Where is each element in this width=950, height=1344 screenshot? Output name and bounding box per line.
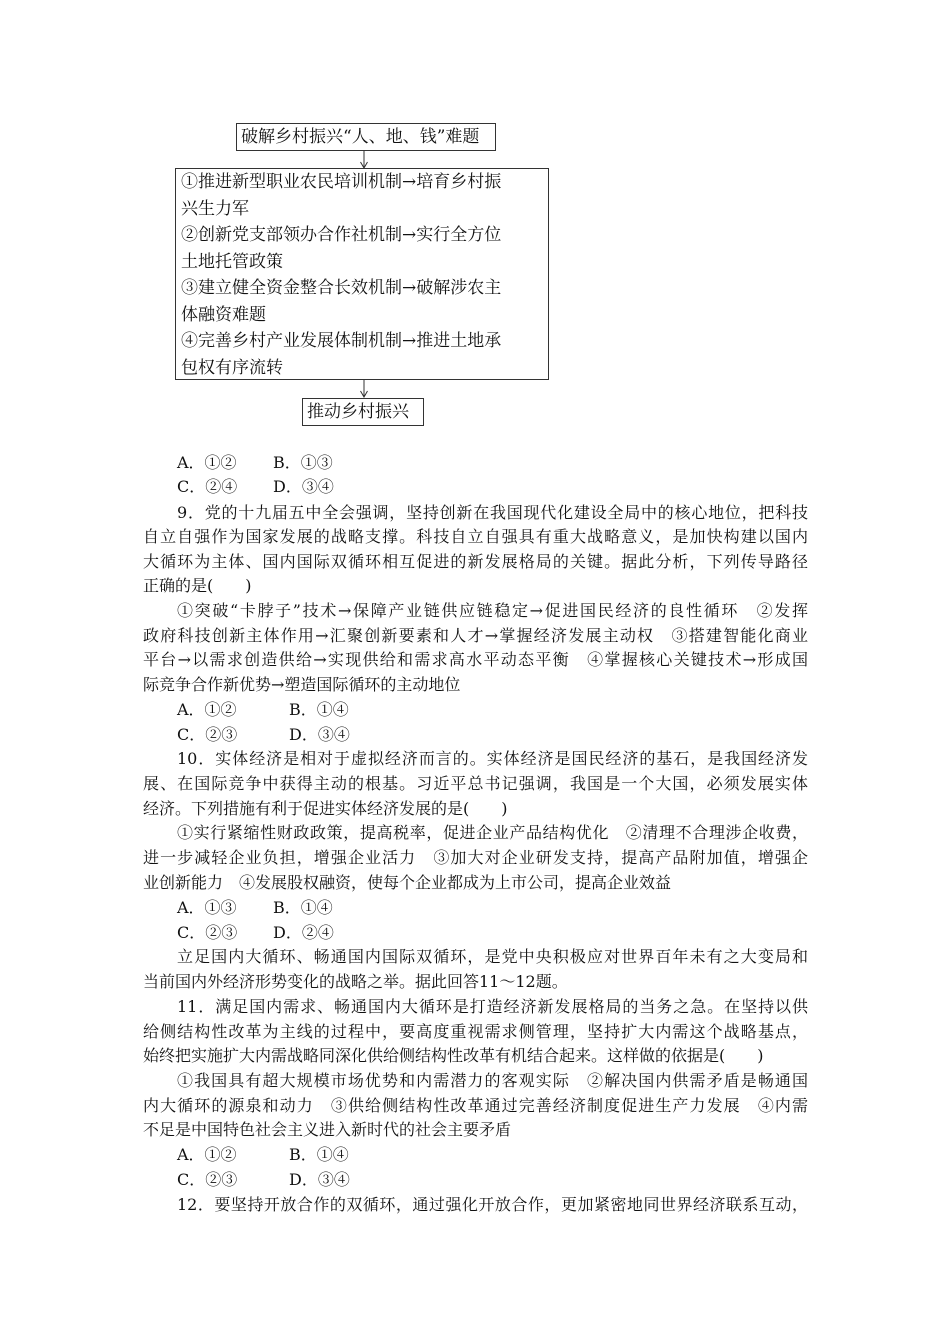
option-d: D．②④	[273, 923, 334, 942]
option-d: D．③④	[273, 477, 334, 496]
flowchart-middle-line: 土地托管政策	[181, 251, 283, 272]
question-item-line: ①突破“卡脖子”技术→保障产业链供应链稳定→促进国民经济的良性循环 ②发挥	[177, 601, 808, 620]
flowchart-middle-line: 兴生力军	[181, 198, 249, 219]
question-item-line: 内大循环的源泉和动力 ③供给侧结构性改革通过完善经济制度促进生产力发展 ④内需	[143, 1096, 808, 1115]
flowchart-bottom-text: 推动乡村振兴	[307, 402, 409, 422]
question-stem-line: 始终把实施扩大内需战略同深化供给侧结构性改革有机结合起来。这样做的依据是( )	[143, 1046, 764, 1065]
question-item-line: 际竞争合作新优势→塑造国际循环的主动地位	[143, 675, 461, 694]
option-b: B．①④	[273, 898, 333, 917]
option-a: A．①②	[177, 1145, 237, 1164]
option-c: C．②③	[177, 923, 238, 942]
question-item-line: 平台→以需求创造供给→实现供给和需求高水平动态平衡 ④掌握核心关键技术→形成国	[143, 650, 808, 669]
question-item-line: ①实行紧缩性财政政策，提高税率，促进企业产品结构优化 ②清理不合理涉企收费，	[177, 823, 808, 842]
flowchart-bottom-box	[302, 398, 424, 426]
option-a: A．①③	[177, 898, 237, 917]
flowchart-top-box	[236, 123, 496, 151]
flowchart-middle-line: ①推进新型职业农民培训机制→培育乡村振	[181, 172, 502, 192]
flowchart-middle-line: 体融资难题	[181, 304, 266, 325]
option-b: B．①④	[289, 700, 349, 719]
flowchart-middle-box	[175, 168, 549, 380]
option-d: D．③④	[289, 725, 350, 744]
flowchart-middle-line: ③建立健全资金整合长效机制→破解涉农主	[181, 278, 502, 298]
question-stem-line: 12．要坚持开放合作的双循环，通过强化开放合作，更加紧密地同世界经济联系互动，	[177, 1195, 808, 1214]
question-stem-line: 经济。下列措施有利于促进实体经济发展的是( )	[143, 799, 508, 818]
question-item-line: 业创新能力 ④发展股权融资，使每个企业都成为上市公司，提高企业效益	[143, 873, 672, 892]
flowchart-middle-line: ④完善乡村产业发展体制机制→推进土地承	[181, 331, 502, 351]
question-stem-line: 11．满足国内需求、畅通国内大循环是打造经济新发展格局的当务之急。在坚持以供	[177, 997, 808, 1016]
question-stem-line: 正确的是( )	[143, 576, 252, 595]
question-item-line: 进一步减轻企业负担，增强企业活力 ③加大对企业研发支持，提高产品附加值，增强企	[143, 848, 808, 867]
question-stem-line: 10．实体经济是相对于虚拟经济而言的。实体经济是国民经济的基石，是我国经济发	[177, 749, 808, 768]
material-line: 当前国内外经济形势变化的战略之举。据此回答11～12题。	[143, 972, 568, 991]
flowchart-top-text: 破解乡村振兴“人、地、钱”难题	[241, 127, 480, 147]
question-stem-line: 给侧结构性改革为主线的过程中，要高度重视需求侧管理，坚持扩大内需这个战略基点，	[143, 1022, 808, 1041]
option-a: A．①②	[177, 453, 237, 472]
option-c: C．②③	[177, 1170, 238, 1189]
option-b: B．①④	[289, 1145, 349, 1164]
option-d: D．③④	[289, 1170, 350, 1189]
question-stem-line: 展、在国际竞争中获得主动的根基。习近平总书记强调，我国是一个大国，必须发展实体	[143, 774, 808, 793]
flowchart-middle-line: 包权有序流转	[181, 357, 283, 378]
flowchart-middle-line: ②创新党支部领办合作社机制→实行全方位	[181, 225, 502, 245]
option-a: A．①②	[177, 700, 237, 719]
question-item-line: 政府科技创新主体作用→汇聚创新要素和人才→掌握经济发展主动权 ③搭建智能化商业	[143, 626, 808, 645]
flowchart-arrow-down-icon	[358, 151, 370, 169]
question-stem-line: 大循环为主体、国内国际双循环相互促进的新发展格局的关键。据此分析，下列传导路径	[143, 552, 808, 571]
question-item-line: ①我国具有超大规模市场优势和内需潜力的客观实际 ②解决国内供需矛盾是畅通国	[177, 1071, 808, 1090]
question-stem-line: 9．党的十九届五中全会强调，坚持创新在我国现代化建设全局中的核心地位，把科技	[177, 503, 808, 522]
question-item-line: 不足是中国特色社会主义进入新时代的社会主要矛盾	[143, 1120, 512, 1139]
option-b: B．①③	[273, 453, 333, 472]
material-line: 立足国内大循环、畅通国内国际双循环，是党中央积极应对世界百年未有之大变局和	[177, 947, 808, 966]
question-stem-line: 自立自强作为国家发展的战略支撑。科技自立自强具有重大战略意义，是加快构建以国内	[143, 527, 808, 546]
option-c: C．②③	[177, 725, 238, 744]
flowchart-arrow-down-icon	[358, 380, 370, 398]
option-c: C．②④	[177, 477, 238, 496]
